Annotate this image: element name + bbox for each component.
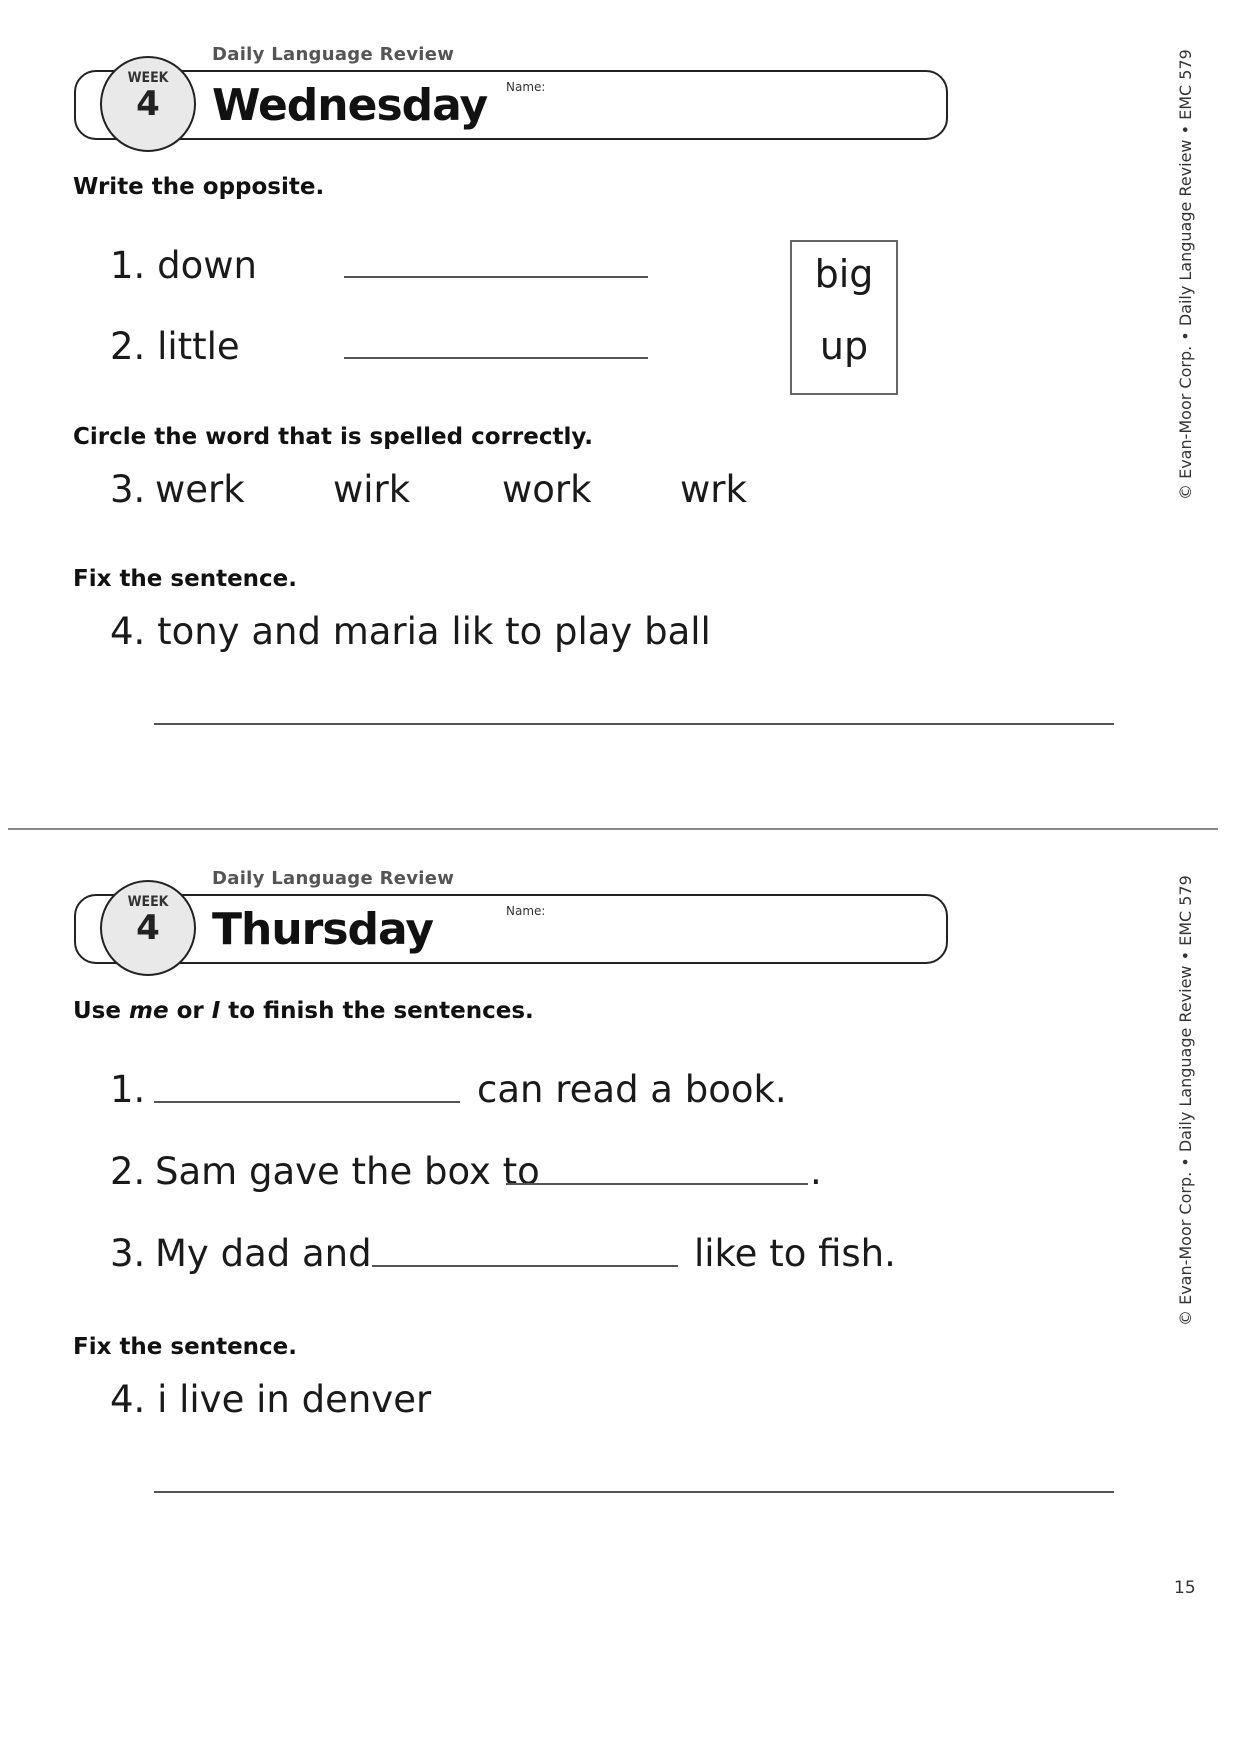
blank-line[interactable]	[372, 1265, 678, 1267]
opposite-item-1	[110, 244, 257, 287]
word-box	[790, 240, 898, 395]
week-number: 4	[136, 908, 160, 948]
answer-line-2[interactable]	[344, 357, 648, 359]
item-text-after: can read a book.	[477, 1068, 787, 1111]
item-text-after: like to fish.	[694, 1232, 896, 1275]
item-word: down	[157, 244, 257, 287]
blank-line[interactable]	[154, 1101, 460, 1103]
spelling-choice[interactable]: werk	[155, 468, 245, 511]
sentence-text: i live in denver	[157, 1378, 432, 1421]
instruction-fix: Fix the sentence.	[73, 1334, 298, 1360]
day-title: Wednesday	[212, 80, 488, 131]
instruction-spelling: Circle the word that is spelled correctly.	[73, 424, 593, 450]
item-number: 3.	[110, 1232, 146, 1275]
instruction-fix: Fix the sentence.	[73, 566, 298, 592]
name-label: Name:	[506, 904, 546, 918]
item-number: 4.	[110, 610, 146, 653]
week-badge	[100, 880, 196, 976]
spelling-number: 3.	[110, 468, 146, 511]
copyright-side-text: © Evan-Moor Corp. • Daily Language Review • EMC 579	[1176, 49, 1195, 500]
fix-answer-line[interactable]	[154, 723, 1114, 725]
item-number: 1.	[110, 244, 146, 287]
week-label: WEEK	[127, 894, 169, 910]
spelling-choice[interactable]: wirk	[333, 468, 411, 511]
week-number: 4	[136, 84, 160, 124]
instruction-emphasis: I	[211, 998, 221, 1024]
day-title: Thursday	[212, 904, 434, 955]
answer-line-1[interactable]	[344, 276, 648, 278]
instruction-text: Use	[73, 998, 129, 1024]
item-number: 4.	[110, 1378, 146, 1421]
opposite-item-2	[110, 325, 240, 368]
instruction-me-or-i	[73, 998, 534, 1024]
item-number: 1.	[110, 1068, 146, 1111]
spelling-choice[interactable]: wrk	[680, 468, 747, 511]
item-text-after: .	[810, 1150, 822, 1193]
page-number: 15	[1174, 1578, 1196, 1598]
item-text-before: Sam gave the box to	[155, 1150, 540, 1193]
word-box-word: up	[819, 324, 869, 368]
item-number: 2.	[110, 1150, 146, 1193]
week-badge	[100, 56, 196, 152]
name-label: Name:	[506, 80, 546, 94]
word-box-word: big	[814, 252, 874, 296]
review-label: Daily Language Review	[212, 44, 455, 65]
spelling-choice[interactable]: work	[502, 468, 592, 511]
blank-line[interactable]	[506, 1183, 808, 1185]
instruction-emphasis: me	[128, 998, 169, 1024]
review-label: Daily Language Review	[212, 868, 455, 889]
fix-answer-line[interactable]	[154, 1491, 1114, 1493]
sentence-text: tony and maria lik to play ball	[157, 610, 711, 653]
item-number: 2.	[110, 325, 146, 368]
instruction-text: or	[168, 998, 212, 1024]
item-word: little	[157, 325, 240, 368]
week-label: WEEK	[127, 70, 169, 86]
fix-sentence	[110, 1378, 431, 1421]
card-divider	[8, 828, 1218, 830]
instruction-text: to finish the sentences.	[220, 998, 534, 1024]
instruction-opposite: Write the opposite.	[73, 174, 325, 200]
copyright-side-text: © Evan-Moor Corp. • Daily Language Review • EMC 579	[1176, 875, 1195, 1326]
item-text-before: My dad and	[155, 1232, 372, 1275]
fix-sentence	[110, 610, 711, 653]
